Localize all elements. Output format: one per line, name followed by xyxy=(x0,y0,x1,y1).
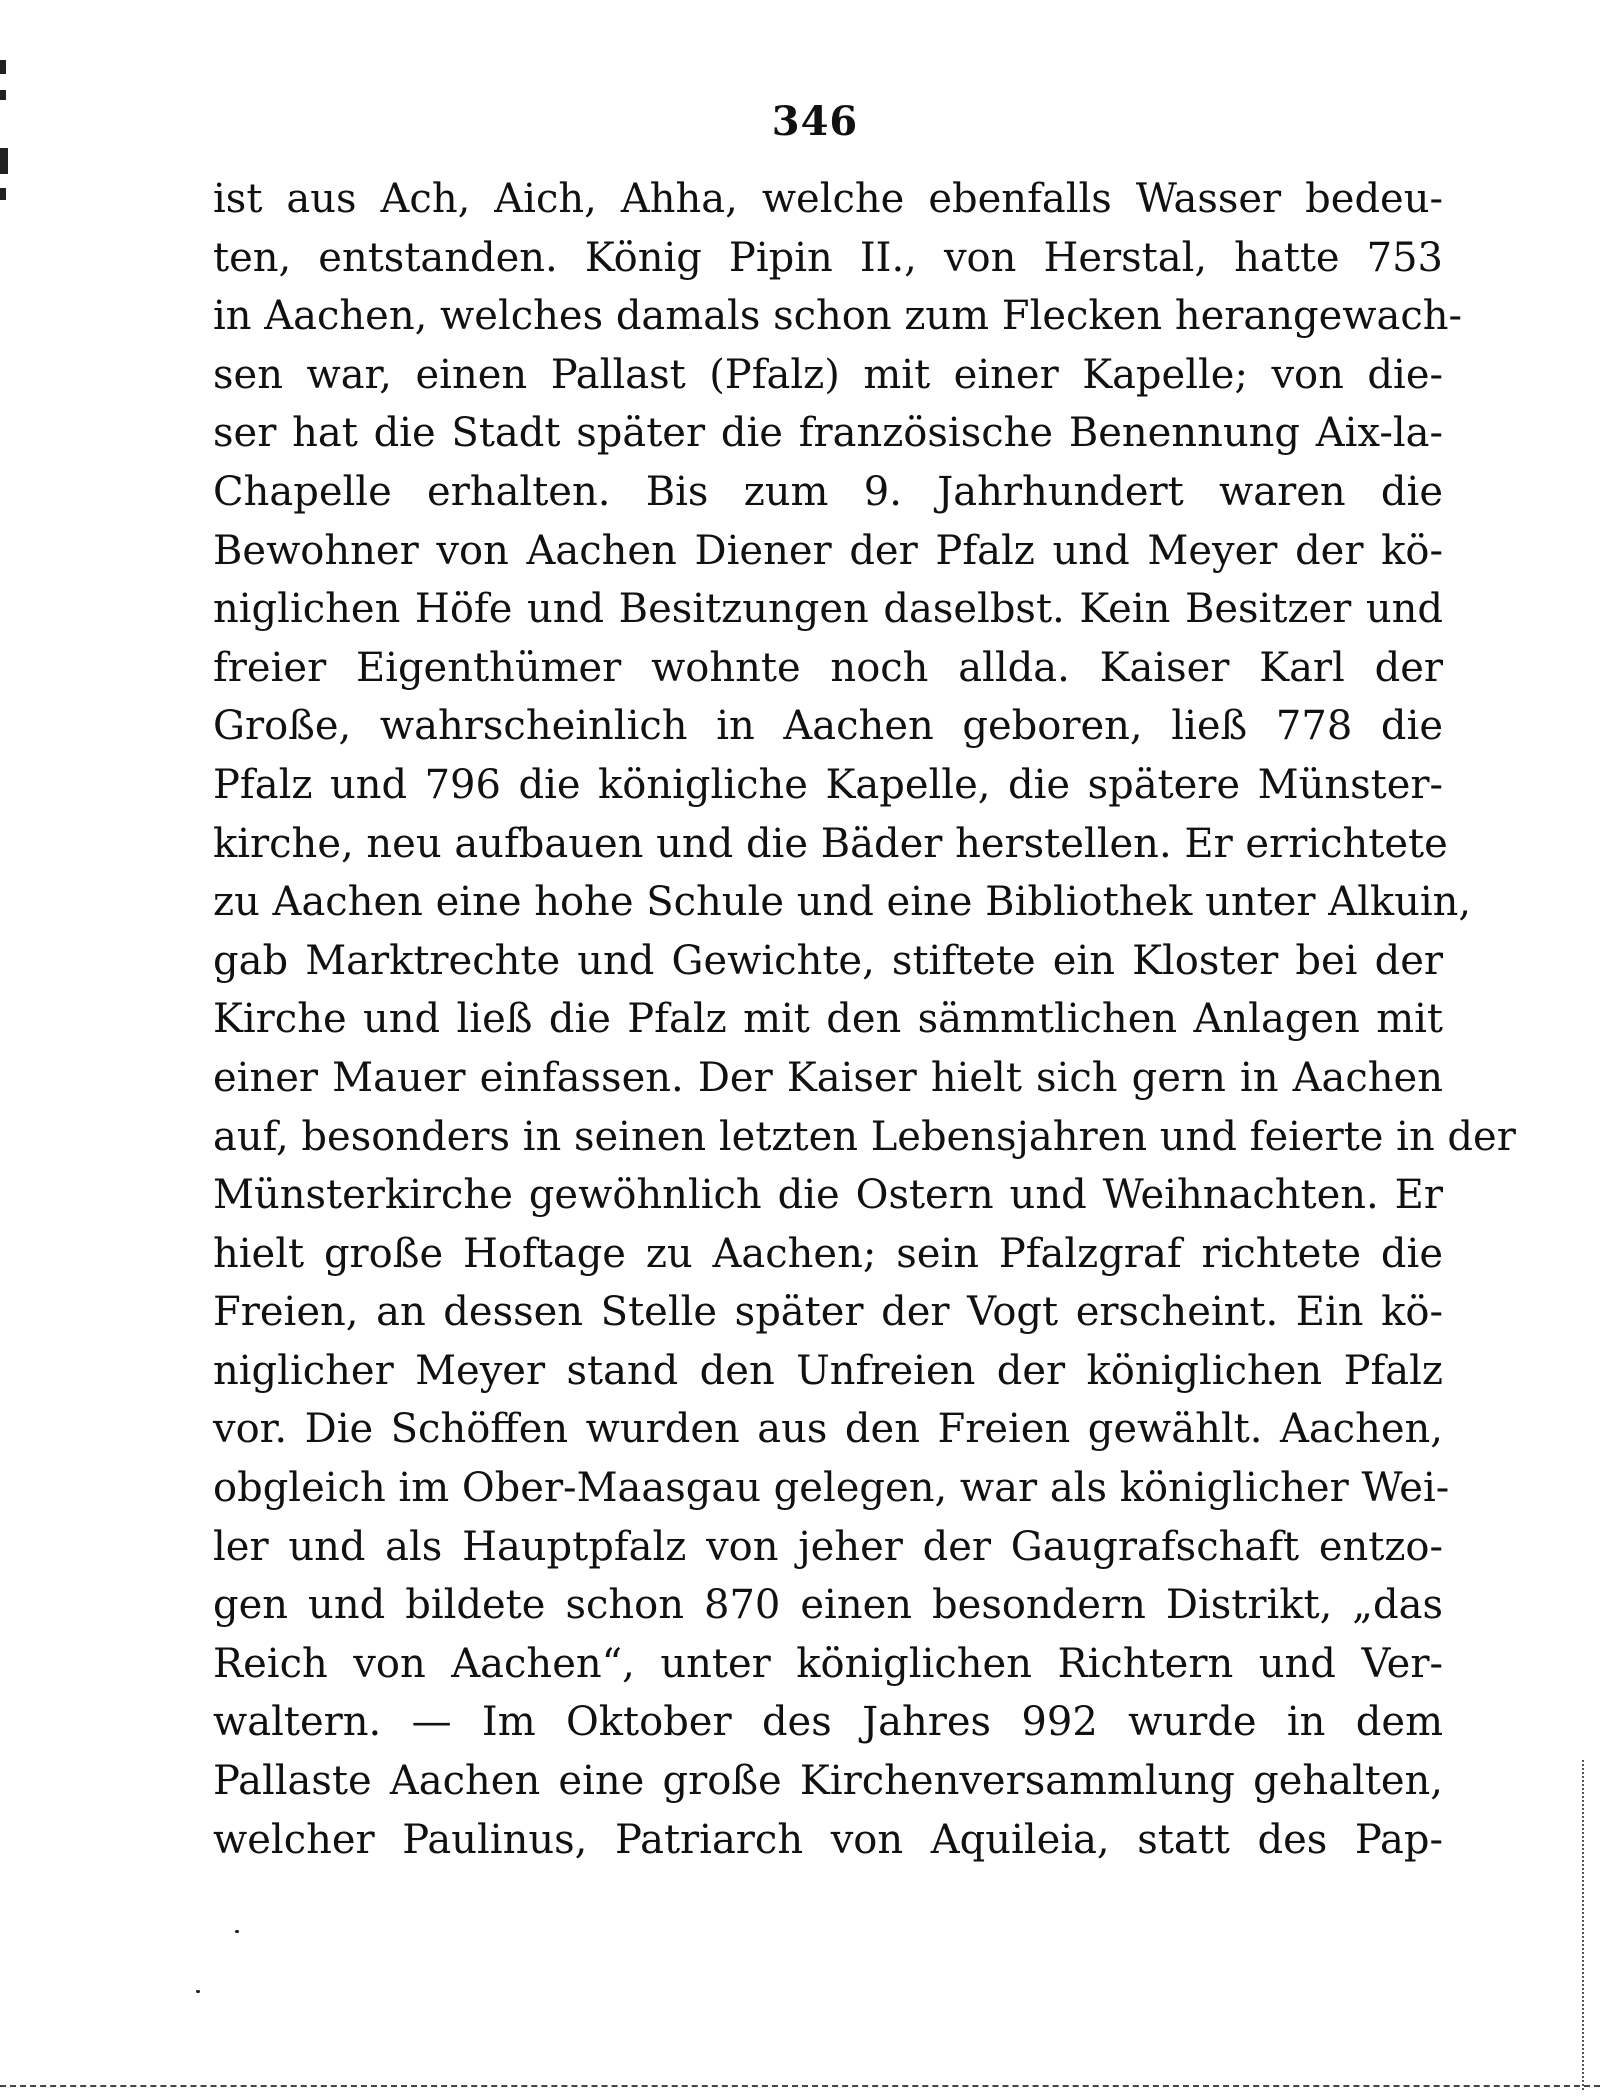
text-line: kirche, neu aufbauen und die Bäder herstellen. Er errichtete xyxy=(213,820,1448,867)
text-line: ist aus Ach, Aich, Ahha, welche ebenfalls Wasser bedeu- xyxy=(213,176,1443,222)
text-line: Münsterkirche gewöhnlich die Ostern und Weihnachten. Er xyxy=(213,1172,1443,1219)
page-number: 346 xyxy=(771,98,859,145)
text-line: waltern. — Im Oktober des Jahres 992 wurde in dem xyxy=(213,1699,1443,1746)
text-line: Chapelle erhalten. Bis zum 9. Jahrhundert waren die xyxy=(213,468,1443,515)
text-line: Kirche und ließ die Pfalz mit den sämmtlichen Anlagen mit xyxy=(213,996,1443,1043)
scan-bottom-edge xyxy=(0,2085,1600,2089)
body-text xyxy=(213,170,1516,1869)
text-line: auf, besonders in seinen letzten Lebensjahren und feierte in der xyxy=(213,1113,1516,1160)
text-line: ser hat die Stadt später die französische Benennung Aix-la- xyxy=(213,410,1443,457)
text-line: niglicher Meyer stand den Unfreien der königlichen Pfalz xyxy=(213,1347,1443,1394)
text-line: niglichen Höfe und Besitzungen daselbst. Kein Besitzer und xyxy=(213,586,1443,633)
text-line: welcher Paulinus, Patriarch von Aquileia, statt des Pap- xyxy=(213,1816,1443,1863)
text-line: Reich von Aachen“, unter königlichen Richtern und Ver- xyxy=(213,1640,1443,1687)
text-line: Freien, an dessen Stelle später der Vogt erscheint. Ein kö- xyxy=(213,1289,1443,1336)
text-line: zu Aachen eine hohe Schule und eine Bibliothek unter Alkuin, xyxy=(213,879,1472,926)
text-line: Große, wahrscheinlich in Aachen geboren, ließ 778 die xyxy=(213,703,1443,750)
text-line: hielt große Hoftage zu Aachen; sein Pfalzgraf richtete die xyxy=(213,1230,1443,1277)
text-line: ten, entstanden. König Pipin II., von Herstal, hatte 753 xyxy=(213,234,1443,281)
text-line: gab Marktrechte und Gewichte, stiftete ein Kloster bei der xyxy=(213,937,1443,984)
text-line: ler und als Hauptpfalz von jeher der Gaugrafschaft entzo- xyxy=(213,1523,1443,1570)
scan-right-edge xyxy=(1582,1760,1587,2090)
text-line: Pallaste Aachen eine große Kirchenversammlung gehalten, xyxy=(213,1758,1443,1805)
scan-speck xyxy=(235,1930,239,1933)
text-line: obgleich im Ober-Maasgau gelegen, war als königlicher Wei- xyxy=(213,1465,1450,1512)
text-line: freier Eigenthümer wohnte noch allda. Kaiser Karl der xyxy=(213,644,1443,691)
text-line: vor. Die Schöffen wurden aus den Freien gewählt. Aachen, xyxy=(213,1406,1443,1453)
text-line: gen und bildete schon 870 einen besondern Distrikt, „das xyxy=(213,1582,1443,1629)
text-line: in Aachen, welches damals schon zum Flecken herangewach- xyxy=(213,293,1463,340)
text-line: Bewohner von Aachen Diener der Pfalz und Meyer der kö- xyxy=(213,527,1443,574)
text-line: einer Mauer einfassen. Der Kaiser hielt sich gern in Aachen xyxy=(213,1054,1443,1101)
text-line: sen war, einen Pallast (Pfalz) mit einer Kapelle; von die- xyxy=(213,351,1443,398)
scan-edge-marks xyxy=(0,60,8,220)
text-line: Pfalz und 796 die königliche Kapelle, die spätere Münster- xyxy=(213,761,1443,808)
scan-speck xyxy=(196,1990,200,1993)
